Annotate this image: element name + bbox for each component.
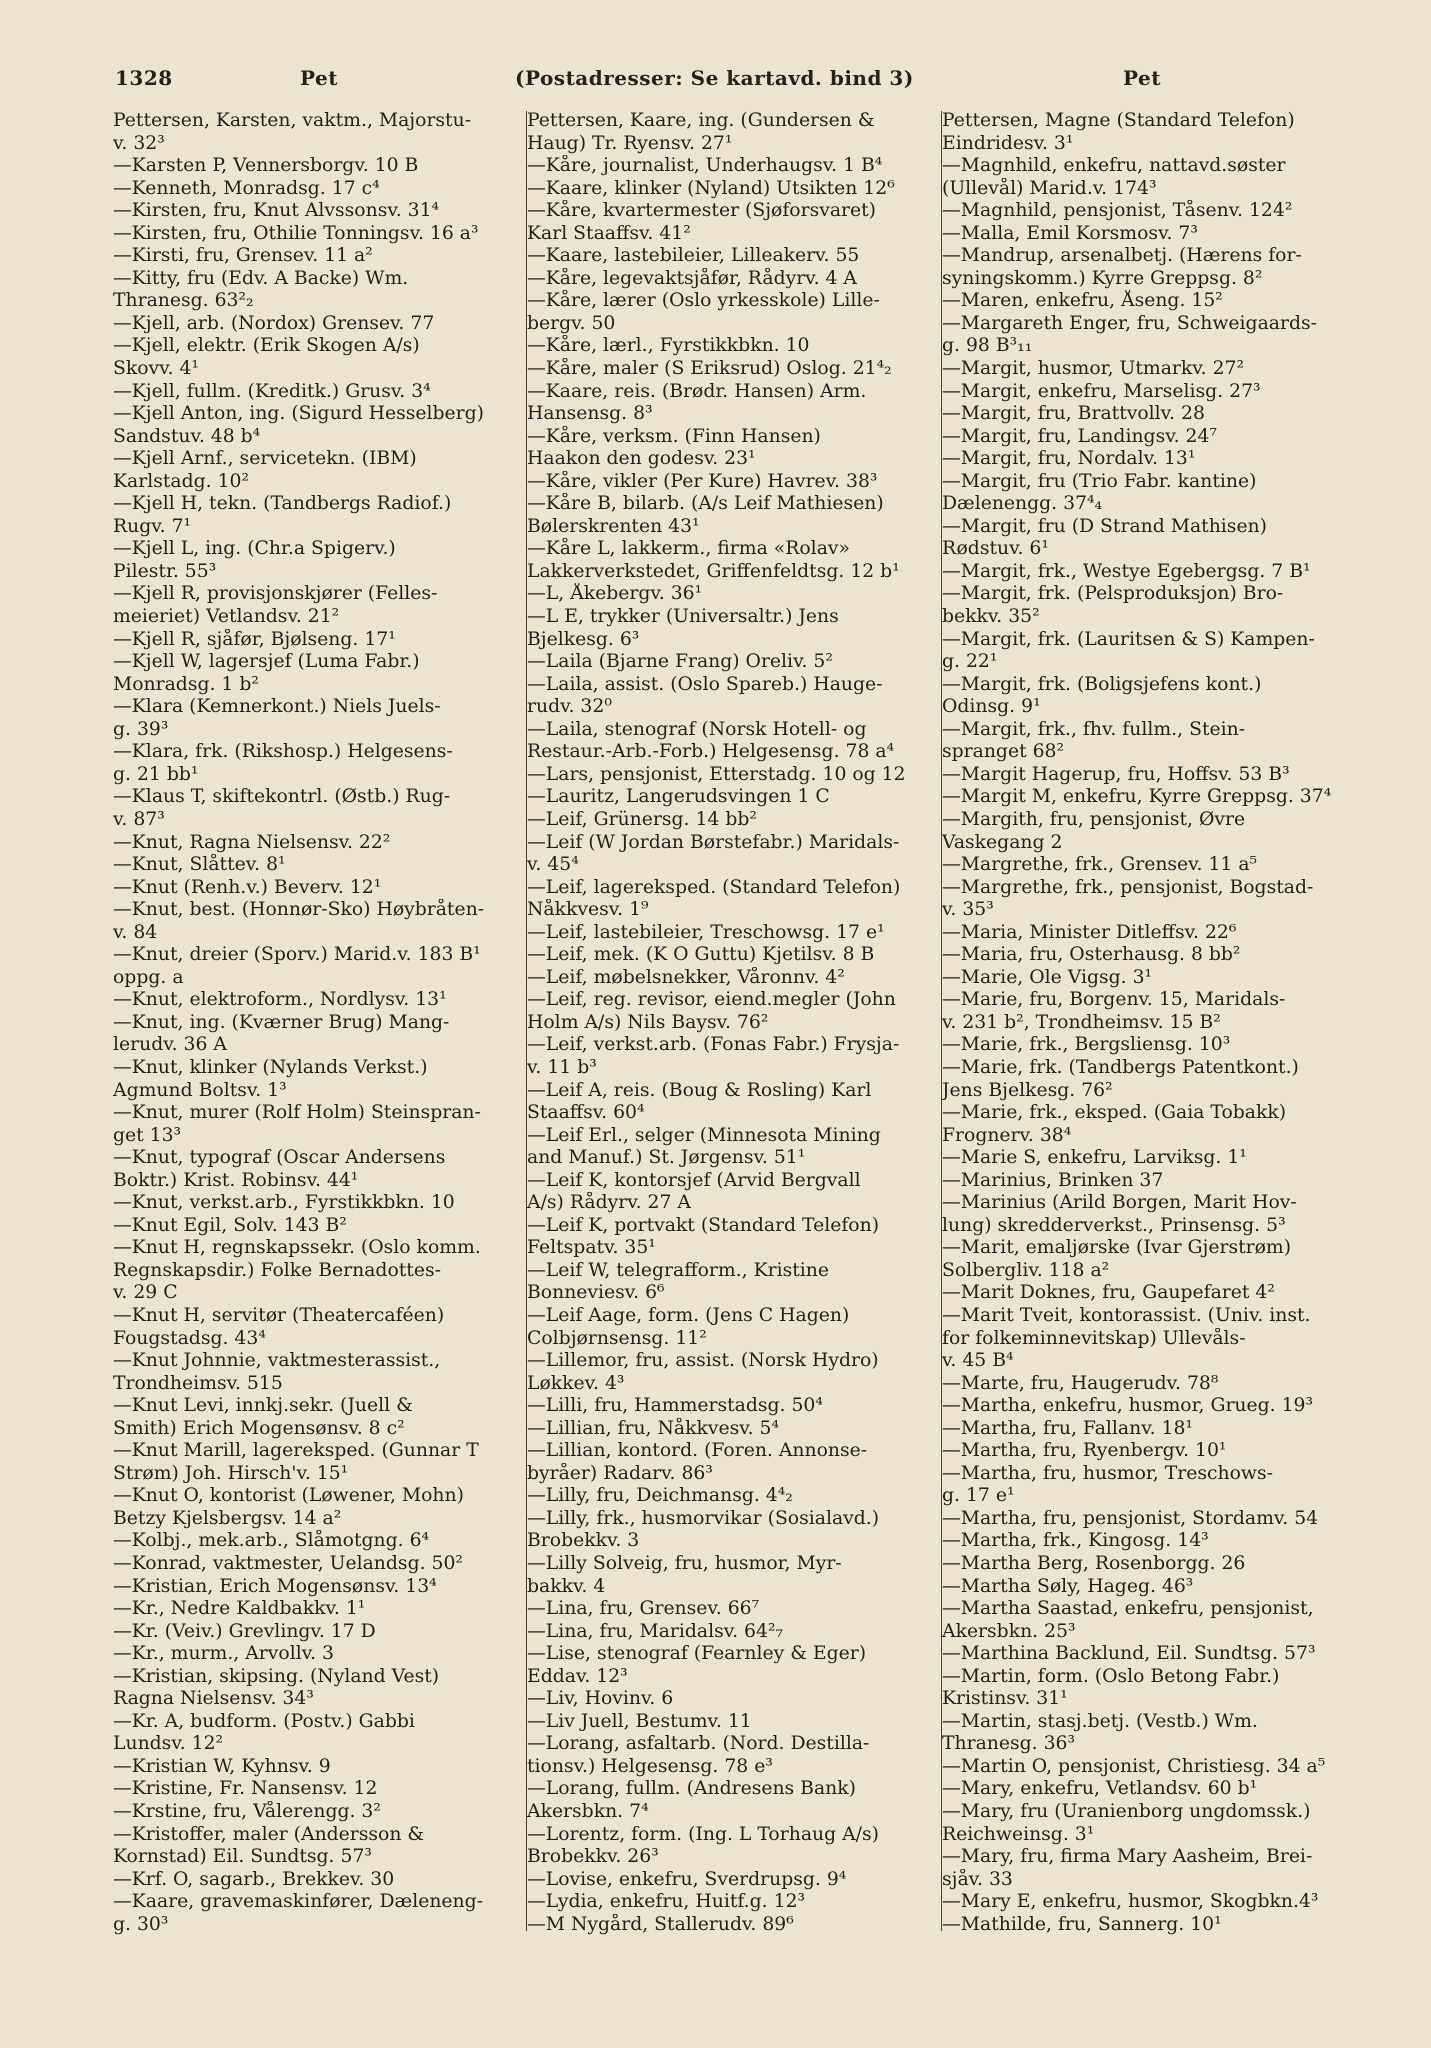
directory-entry-line: —Martha Saastad, enkefru, pensjonist, [942,1598,1314,1620]
directory-entry-line: —Marit, emaljørske (Ivar Gjerstrøm) [942,1237,1292,1259]
directory-entry-line: —Martha Søly, Hageg. 46³ [942,1575,1194,1597]
directory-entry-line: byråer) Radarv. 86³ [527,1462,713,1484]
directory-entry-line: Brobekkv. 3 [527,1530,640,1552]
directory-entry-line: —Marie, frk., Bergsliensg. 10³ [942,1034,1231,1056]
directory-entry-line: Bonneviesv. 6⁶ [527,1282,665,1304]
directory-entry-line: —Kr. A, budform. (Postv.) Gabbi [113,1710,415,1732]
directory-entry-line: —Leif, lastebileier, Treschowsg. 17 e¹ [527,921,885,943]
directory-entry-line: lung) skredderverkst., Prinsensg. 5³ [942,1214,1286,1236]
directory-entry-line: g. 17 e¹ [942,1485,1015,1507]
directory-entry-line: —Leif Erl., selger (Minnesota Mining [527,1124,881,1146]
directory-entry-line: —Kåre, lærl., Fyrstikkbkn. 10 [527,335,810,357]
directory-entry-line: —Lorang, fullm. (Andresens Bank) [527,1778,856,1800]
directory-entry-line: —Laila (Bjarne Frang) Oreliv. 5² [527,651,833,673]
directory-entry-line: —Maria, fru, Osterhausg. 8 bb² [942,944,1241,966]
directory-entry-line: —Kristian, skipsing. (Nyland Vest) [113,1665,440,1687]
directory-entry-line: —Martha, fru, Fallanv. 18¹ [942,1417,1193,1439]
directory-entry-line: Solbergliv. 118 a² [942,1259,1110,1281]
directory-entry-line: Boktr.) Krist. Robinsv. 44¹ [113,1169,359,1191]
directory-entry-line: —Lars, pensjonist, Etterstadg. 10 og 12 [527,763,906,785]
directory-entry-line: —Leif, mek. (K O Guttu) Kjetilsv. 8 B [527,944,875,966]
directory-entry-line: —Kaare, reis. (Brødr. Hansen) Arm. [527,380,867,402]
directory-entry-line: —Martha, fru, pensjonist, Stordamv. 54 [942,1507,1319,1529]
directory-entry-line: and Manuf.) St. Jørgensv. 51¹ [527,1147,806,1169]
directory-entry-line: Lakkerverkstedet, Griffenfeldtsg. 12 b¹ [527,560,900,582]
header-left-word: Pet [300,66,338,90]
directory-entry-line: —Martha, enkefru, husmor, Grueg. 19³ [942,1395,1314,1417]
directory-entry-line: —Lillian, kontord. (Foren. Annonse- [527,1440,868,1462]
directory-entry-line: —Lilly Solveig, fru, husmor, Myr- [527,1553,842,1574]
directory-entry-line: —Leif (W Jordan Børstefabr.) Maridals- [527,831,900,853]
directory-entry-line: —Liv Juell, Bestumv. 11 [527,1710,752,1732]
directory-entry-line: Trondheimsv. 515 [113,1372,283,1394]
directory-entry-line: —Knut, dreier (Sporv.) Marid.v. 183 B¹ [113,944,481,966]
directory-entry-line: —L E, trykker (Universaltr.) Jens [527,606,839,628]
directory-entry-line: Eindridesv. 3¹ [942,132,1074,154]
directory-entry-line: Feltspatv. 35¹ [527,1237,656,1259]
header-postal-note: (Postadresser: Se kartavd. bind 3) [515,66,914,90]
directory-entry-line: —Lillemor, fru, assist. (Norsk Hydro) [527,1350,879,1372]
directory-entry-line: —Mathilde, fru, Sannerg. 10¹ [942,1913,1222,1935]
directory-entry-line: oppg. a [113,966,184,988]
directory-entry-line: —Margit, enkefru, Marselisg. 27³ [942,380,1261,402]
directory-entry-line: —Kitty, fru (Edv. A Backe) Wm. [113,267,409,289]
directory-entry-line: v. 45 B⁴ [942,1350,1014,1372]
directory-entry-line: Kristinsv. 31¹ [942,1688,1068,1710]
directory-entry-line: —Knut H, servitør (Theatercaféen) [113,1304,445,1326]
directory-entry-line: —Marinius (Arild Borgen, Marit Hov- [942,1192,1297,1214]
directory-entry-line: —Knut Egil, Solv. 143 B² [113,1214,347,1236]
directory-entry-line: —Kr., Nedre Kaldbakkv. 1¹ [113,1598,366,1620]
directory-entry-line: —Klara (Kemnerkont.) Niels Juels- [113,696,441,718]
directory-entry-line: —Kåre, legevaktsjåfør, Rådyrv. 4 A [527,267,857,289]
directory-entry-line: —Lydia, enkefru, Huitf.g. 12³ [527,1891,806,1913]
directory-entry-line: —Marie, frk., eksped. (Gaia Tobakk) [942,1102,1287,1124]
directory-entry-line: —Margit, frk., Westye Egebergsg. 7 B¹ [942,560,1311,582]
directory-entry-line: —Kristian W, Kyhnsv. 9 [113,1755,331,1777]
directory-entry-line: Sandstuv. 48 b⁴ [113,425,261,447]
directory-entry-line: —Leif K, portvakt (Standard Telefon) [527,1214,880,1236]
directory-entry-line: tionsv.) Helgesensg. 78 e³ [527,1755,773,1777]
directory-entry-line: Rugv. 7¹ [113,515,192,537]
directory-entry-line: —Kåre, lærer (Oslo yrkesskole) Lille- [527,290,880,312]
directory-entry-line: —Knut, verkst.arb., Fyrstikkbkn. 10 [113,1192,455,1214]
directory-entry-line: —Knut O, kontorist (Løwener, Mohn) [113,1485,464,1507]
directory-entry-line: —Kjell L, ing. (Chr.a Spigerv.) [113,538,396,560]
directory-entry-line: —Klaus T, skiftekontrl. (Østb.) Rug- [113,786,451,808]
directory-entry-line: —Knut, Slåttev. 8¹ [113,854,286,876]
directory-entry-line: Pettersen, Magne (Standard Telefon) [942,110,1295,131]
directory-entry-line: —Marthina Backlund, Eil. Sundtsg. 57³ [942,1643,1316,1665]
directory-entry-line: Frognerv. 38⁴ [942,1124,1072,1146]
directory-entry-line: —Kirsti, fru, Grensev. 11 a² [113,245,373,267]
directory-entry-line: —Knut Johnnie, vaktmesterassist., [113,1350,441,1372]
directory-entry-line: sjåv. 33 [942,1868,1013,1890]
directory-entry-line: —Leif, lagereksped. (Standard Telefon) [527,876,901,898]
directory-entry-line: —Kolbj., mek.arb., Slåmotgng. 6⁴ [113,1530,430,1552]
directory-entry-line: v. 87³ [113,808,165,830]
directory-entry-line: Dælenengg. 37⁴₄ [942,493,1103,515]
directory-entry-line: Karlstadg. 10² [113,470,250,492]
directory-entry-line: —Knut, ing. (Kværner Brug) Mang- [113,1011,450,1033]
directory-entry-line: —Knut, typograf (Oscar Andersens [113,1147,446,1169]
directory-entry-line: —Margrethe, frk., Grensev. 11 a⁵ [942,854,1258,876]
directory-entry-line: —Kirsten, fru, Othilie Tonningsv. 16 a³ [113,222,479,244]
directory-entry-line: —Kirsten, fru, Knut Alvssonsv. 31⁴ [113,200,440,222]
directory-entry-line: Smith) Erich Mogensønsv. 8 c² [113,1417,405,1439]
directory-entry-line: —Leif K, kontorsjef (Arvid Bergvall [527,1169,861,1191]
directory-entry-line: spranget 68² [942,741,1065,763]
directory-entry-line: v. 231 b², Trondheimsv. 15 B² [942,1011,1221,1033]
directory-entry-line: —Kr., murm., Arvollv. 3 [113,1643,334,1665]
directory-entry-line: Monradsg. 1 b² [113,673,259,695]
directory-entry-line: —Leif Aage, form. (Jens C Hagen) [527,1304,850,1326]
directory-entry-line: —Kr. (Veiv.) Grevlingv. 17 D [113,1620,376,1642]
directory-entry-line: g. 30³ [113,1913,169,1935]
directory-entry-line: Nåkkvesv. 1⁹ [527,899,649,921]
directory-entry-line: —Martin, form. (Oslo Betong Fabr.) [942,1665,1280,1687]
directory-entry-line: —Kjell H, tekn. (Tandbergs Radiof.) [113,493,452,515]
directory-entry-line: —Kaare, gravemaskinfører, Dæleneng- [113,1891,484,1913]
directory-entry-line: —Maria, Minister Ditleffsv. 22⁶ [942,921,1237,943]
directory-entry-line: —Margith, fru, pensjonist, Øvre [942,808,1246,830]
directory-entry-line: Regnskapsdir.) Folke Bernadottes- [113,1259,441,1281]
directory-entry-line: v. 32³ [113,132,165,154]
directory-entry-line: —Kjell Arnf., servicetekn. (IBM) [113,448,417,470]
directory-entry-line: —Kjell, elektr. (Erik Skogen A/s) [113,335,420,357]
directory-entry-line: —Margit, fru, Nordalv. 13¹ [942,448,1196,470]
directory-entry-line: —Mary E, enkefru, husmor, Skogbkn.4³ [942,1891,1319,1913]
directory-entry-line: Akersbkn. 7⁴ [527,1801,649,1823]
directory-entry-line: —Lovise, enkefru, Sverdrupsg. 9⁴ [527,1868,847,1890]
directory-entry-line: —Klara, frk. (Rikshosp.) Helgesens- [113,741,453,763]
directory-entry-line: —Leif, Grünersg. 14 bb² [527,808,757,830]
directory-entry-line: —Lina, fru, Grensev. 66⁷ [527,1598,760,1620]
directory-entry-line: Vaskegang 2 [942,831,1063,853]
directory-entry-line: —Martin, stasj.betj. (Vestb.) Wm. [942,1710,1258,1732]
directory-entry-line: Ragna Nielsensv. 34³ [113,1688,314,1710]
directory-entry-line: —Kjell R, provisjonskjører (Felles- [113,583,438,605]
directory-entry-line: Colbjørnsensg. 11² [527,1327,707,1349]
directory-entry-line: —Martin O, pensjonist, Christiesg. 34 a⁵ [942,1755,1326,1777]
directory-entry-line: —Kaare, lastebileier, Lilleakerv. 55 [527,245,860,267]
directory-entry-line: —Maren, enkefru, Åseng. 15² [942,290,1223,312]
directory-entry-line: —Knut Levi, innkj.sekr. (Juell & [113,1395,413,1417]
directory-entry-line: —Margit, husmor, Utmarkv. 27² [942,358,1244,380]
page-header [0,66,1431,100]
directory-entry-line: —Mary, enkefru, Vetlandsv. 60 b¹ [942,1778,1258,1800]
directory-entry-line: Kornstad) Eil. Sundtsg. 57³ [113,1846,372,1868]
directory-entry-line: Bølerskrenten 43¹ [527,515,700,537]
directory-entry-line: (Ullevål) Marid.v. 174³ [942,177,1157,199]
directory-entry-line: —Margit, frk. (Lauritsen & S) Kampen- [942,628,1315,650]
directory-entry-line: bakkv. 4 [527,1575,606,1597]
directory-entry-line: g. 21 bb¹ [113,763,199,785]
column-1 [113,110,525,1936]
directory-entry-line: —Martha, fru, Ryenbergv. 10¹ [942,1440,1227,1462]
directory-entry-line: v. 84 [113,921,158,943]
directory-entry-line: —Marie, frk. (Tandbergs Patentkont.) [942,1056,1299,1078]
directory-entry-line: —Margit, frk. (Pelsproduksjon) Bro- [942,583,1284,605]
directory-entry-line: —Leif W, telegrafform., Kristine [527,1259,830,1281]
directory-entry-line: rudv. 32⁰ [527,696,612,718]
directory-entry-line: —Leif, verkst.arb. (Fonas Fabr.) Frysja- [527,1034,900,1056]
directory-entry-line: —Konrad, vaktmester, Uelandsg. 50² [113,1553,463,1574]
directory-entry-line: —Knut (Renh.v.) Beverv. 12¹ [113,876,382,898]
column-2 [527,110,939,1936]
directory-entry-line: —Magnhild, pensjonist, Tåsenv. 124² [942,200,1293,222]
directory-entry-line: —Margit, fru, Landingsv. 24⁷ [942,425,1217,447]
directory-entry-line: —Kristoffer, maler (Andersson & [113,1823,425,1845]
directory-entry-line: Agmund Boltsv. 1³ [113,1079,287,1101]
directory-entry-line: Restaur.-Arb.-Forb.) Helgesensg. 78 a⁴ [527,741,895,763]
directory-entry-line: Lundsv. 12² [113,1733,224,1755]
directory-entry-line: Fougstadsg. 43⁴ [113,1327,266,1349]
directory-entry-line: —Kjell Anton, ing. (Sigurd Hesselberg) [113,403,484,425]
directory-entry-line: Brobekkv. 26³ [527,1846,659,1868]
directory-entry-line: —Lorentz, form. (Ing. L Torhaug A/s) [527,1823,879,1845]
page-number: 1328 [115,66,173,90]
directory-entry-line: Akersbkn. 25³ [942,1620,1076,1642]
directory-entry-line: —Margrethe, frk., pensjonist, Bogstad- [942,876,1314,898]
directory-entry-line: —Kåre B, bilarb. (A/s Leif Mathiesen) [527,493,884,515]
directory-entry-line: Betzy Kjelsbergsv. 14 a² [113,1507,342,1529]
directory-entry-line: —Kristian, Erich Mogensønsv. 13⁴ [113,1575,437,1597]
directory-entry-line: —Malla, Emil Korsmosv. 7³ [942,222,1198,244]
directory-entry-line: —Leif A, reis. (Boug & Rosling) Karl [527,1079,872,1101]
directory-entry-line: —Margit, frk. (Boligsjefens kont.) [942,673,1262,695]
directory-entry-line: Reichweinsg. 3¹ [942,1823,1095,1845]
column-3 [942,110,1354,1936]
directory-entry-line: Pettersen, Karsten, vaktm., Majorstu- [113,110,472,131]
directory-entry-line: —Marte, fru, Haugerudv. 78⁸ [942,1372,1219,1394]
directory-entry-line: —Martha, frk., Kingosg. 14³ [942,1530,1209,1552]
directory-entry-line: —Knut, klinker (Nylands Verkst.) [113,1056,428,1078]
directory-entry-line: —Marit Tveit, kontorassist. (Univ. inst. [942,1304,1311,1326]
directory-entry-line: Pettersen, Kaare, ing. (Gundersen & [527,110,875,131]
directory-entry-line: for folkeminnevitskap) Ullevåls- [942,1327,1246,1349]
directory-entry-line: —Margit, fru (D Strand Mathisen) [942,515,1267,537]
directory-entry-line: —Kåre, journalist, Underhaugsv. 1 B⁴ [527,155,883,177]
directory-entry-line: —Lise, stenograf (Fearnley & Eger) [527,1643,867,1665]
directory-entry-line: Odinsg. 9¹ [942,696,1041,718]
directory-entry-line: v. 35³ [942,899,994,921]
directory-entry-line: —Marinius, Brinken 37 [942,1169,1164,1191]
directory-entry-line: —Leif, reg. revisor, eiend.megler (John [527,989,896,1011]
directory-entry-line: —Kåre, maler (S Eriksrud) Oslog. 21⁴₂ [527,358,892,380]
directory-entry-line: —Knut, best. (Honnør-Sko) Høybråten- [113,899,485,921]
directory-entry-line: —Margit, frk., fhv. fullm., Stein- [942,718,1246,740]
directory-entry-line: —Lilly, fru, Deichmansg. 4⁴₂ [527,1485,793,1507]
directory-entry-line: Hansensg. 8³ [527,403,653,425]
directory-entry-line: get 13³ [113,1124,182,1146]
directory-entry-line: A/s) Rådyrv. 27 A [527,1192,691,1214]
directory-entry-line: —Martha, fru, husmor, Treschows- [942,1462,1273,1484]
directory-entry-line: —Kenneth, Monradsg. 17 c⁴ [113,177,380,199]
directory-entry-line: —Knut Marill, lagereksped. (Gunnar T [113,1440,479,1462]
directory-entry-line: —Krstine, fru, Vålerengg. 3² [113,1801,381,1823]
directory-entry-line: —Lilli, fru, Hammerstadsg. 50⁴ [527,1395,823,1417]
directory-entry-line: —Lorang, asfaltarb. (Nord. Destilla- [527,1733,870,1755]
directory-entry-line: g. 22¹ [942,651,998,673]
header-right-word: Pet [1123,66,1161,90]
directory-entry-line: —Knut, murer (Rolf Holm) Steinspran- [113,1102,481,1124]
directory-entry-line: Pilestr. 55³ [113,560,217,582]
directory-entry-line: —Knut, Ragna Nielsensv. 22² [113,831,391,853]
directory-entry-line: —Marie S, enkefru, Larviksg. 1¹ [942,1147,1247,1169]
directory-entry-line: —Mary, fru (Uranienborg ungdomssk.) [942,1801,1311,1823]
directory-entry-line: —Margareth Enger, fru, Schweigaards- [942,312,1317,334]
directory-entry-line: —Kaare, klinker (Nyland) Utsikten 12⁶ [527,177,895,199]
directory-entry-line: Thranesg. 63²₂ [113,290,254,312]
directory-entry-line: —Kåre, kvartermester (Sjøforsvaret) [527,200,876,222]
directory-entry-line: —Marit Doknes, fru, Gaupefaret 4² [942,1282,1275,1304]
directory-entry-line: Løkkev. 4³ [527,1372,625,1394]
directory-entry-line: meieriet) Vetlandsv. 21² [113,606,340,628]
directory-entry-line: syningskomm.) Kyrre Greppsg. 8² [942,267,1263,289]
directory-entry-line: —Kjell, arb. (Nordox) Grensev. 77 [113,312,435,334]
directory-entry-line: v. 29 C [113,1282,178,1304]
directory-entry-line: —Margit Hagerup, fru, Hoffsv. 53 B³ [942,763,1290,785]
directory-entry-line: —L, Åkebergv. 36¹ [527,583,703,605]
directory-entry-line: —Margit, fru (Trio Fabr. kantine) [942,470,1257,492]
directory-entry-line: —Marie, Ole Vigsg. 3¹ [942,966,1153,988]
directory-entry-line: —Martha Berg, Rosenborgg. 26 [942,1553,1246,1574]
directory-entry-line: Strøm) Joh. Hirsch'v. 15¹ [113,1462,349,1484]
directory-entry-line: Bjelkesg. 6³ [527,628,640,650]
directory-entry-line: —Krf. O, sagarb., Brekkev. 30 [113,1868,395,1890]
directory-entry-line: —Kåre, vikler (Per Kure) Havrev. 38³ [527,470,878,492]
directory-entry-line: —Knut H, regnskapssekr. (Oslo komm. [113,1237,481,1259]
directory-entry-line: bergv. 50 [527,312,616,334]
directory-entry-line: lerudv. 36 A [113,1034,227,1056]
directory-entry-line: —Mary, fru, firma Mary Aasheim, Brei- [942,1846,1313,1868]
directory-entry-line: —Magnhild, enkefru, nattavd.søster [942,155,1286,177]
directory-entry-line: Staaffsv. 60⁴ [527,1102,645,1124]
directory-entry-line: —Margit M, enkefru, Kyrre Greppsg. 37⁴ [942,786,1332,808]
directory-entry-line: —Mandrup, arsenalbetj. (Hærens for- [942,245,1302,267]
directory-entry-line: —Lauritz, Langerudsvingen 1 C [527,786,830,808]
directory-entry-line: g. 98 B³₁₁ [942,335,1033,357]
directory-entry-line: v. 45⁴ [527,854,579,876]
directory-entry-line: —M Nygård, Stallerudv. 89⁶ [527,1913,794,1935]
directory-entry-line: —Kjell W, lagersjef (Luma Fabr.) [113,651,420,673]
directory-entry-line: Karl Staaffsv. 41² [527,222,691,244]
directory-entry-line: —Knut, elektroform., Nordlysv. 13¹ [113,989,447,1011]
directory-entry-line: —Leif, møbelsnekker, Våronnv. 4² [527,966,845,988]
directory-entry-line: —Kjell, fullm. (Kreditk.) Grusv. 3⁴ [113,380,431,402]
directory-entry-line: —Karsten P, Vennersborgv. 10 B [113,155,419,177]
directory-entry-line: —Marie, fru, Borgenv. 15, Maridals- [942,989,1286,1011]
directory-entry-line: —Laila, stenograf (Norsk Hotell- og [527,718,867,740]
directory-entry-line: Thranesg. 36³ [942,1733,1076,1755]
directory-entry-line: v. 11 b³ [527,1056,597,1078]
directory-entry-line: —Kåre, verksm. (Finn Hansen) [527,425,821,447]
directory-entry-line: Skovv. 4¹ [113,358,199,380]
directory-entry-line: —Margit, fru, Brattvollv. 28 [942,403,1205,425]
directory-entry-line: —Lillian, fru, Nåkkvesv. 5⁴ [527,1417,780,1439]
directory-entry-line: Rødstuv. 6¹ [942,538,1049,560]
directory-entry-line: —Laila, assist. (Oslo Spareb.) Hauge- [527,673,883,695]
directory-entry-line: —Kjell R, sjåfør, Bjølseng. 17¹ [113,628,396,650]
directory-entry-line: —Liv, Hovinv. 6 [527,1688,674,1710]
directory-entry-line: Holm A/s) Nils Baysv. 76² [527,1011,769,1033]
directory-entry-line: —Lina, fru, Maridalsv. 64²₇ [527,1620,784,1642]
directory-entry-line: —Kåre L, lakkerm., firma «Rolav» [527,538,850,560]
directory-entry-line: —Kristine, Fr. Nansensv. 12 [113,1778,378,1800]
directory-entry-line: g. 39³ [113,718,169,740]
directory-entry-line: Eddav. 12³ [527,1665,628,1687]
directory-entry-line: —Lilly, frk., husmorvikar (Sosialavd.) [527,1507,880,1529]
directory-entry-line: bekkv. 35² [942,606,1040,628]
directory-entry-line: Jens Bjelkesg. 76² [942,1079,1113,1101]
directory-entry-line: Haakon den godesv. 23¹ [527,448,756,470]
directory-entry-line: Haug) Tr. Ryensv. 27¹ [527,132,733,154]
